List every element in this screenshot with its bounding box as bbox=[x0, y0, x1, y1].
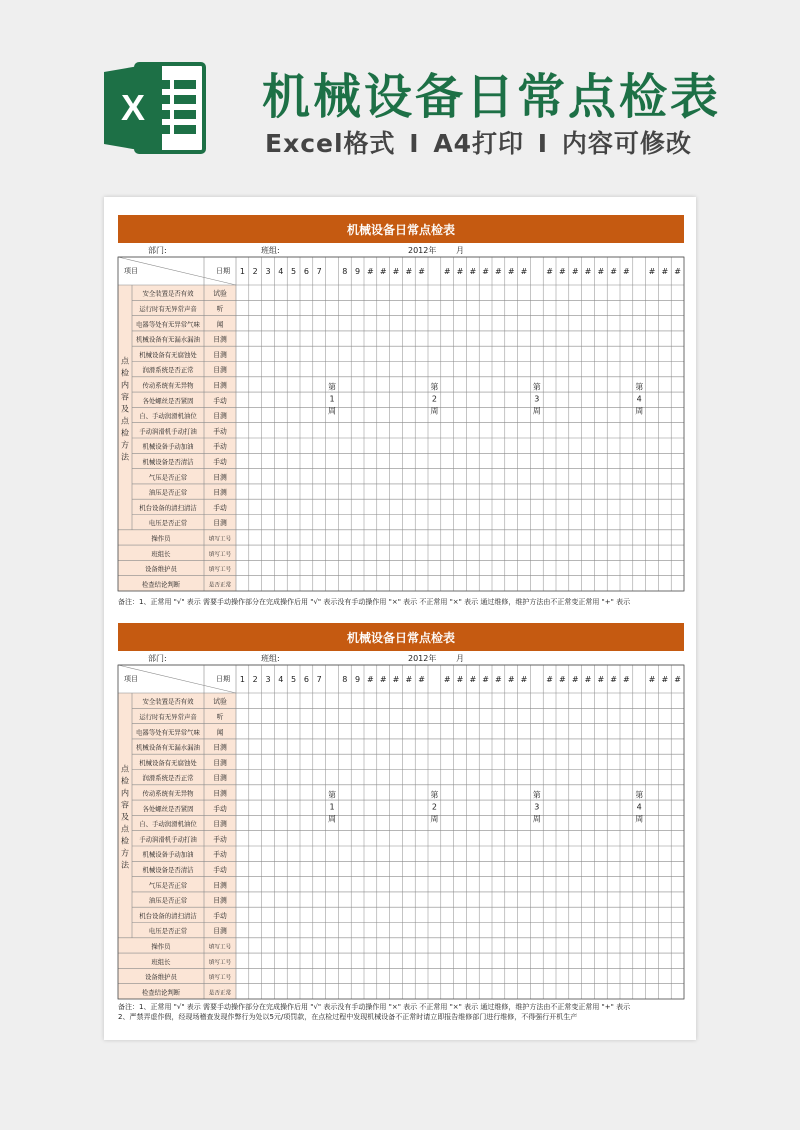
section-label-char: 方 bbox=[121, 440, 129, 450]
day-col-label: # bbox=[623, 267, 630, 276]
check-item-name: 机械设备是否清洁 bbox=[142, 457, 194, 466]
week-label-char: 周 bbox=[635, 814, 644, 824]
day-col-label: # bbox=[367, 675, 374, 684]
day-col-label: # bbox=[584, 267, 592, 276]
week-label-char: 2 bbox=[431, 802, 437, 812]
section-label-char: 检 bbox=[121, 776, 129, 786]
check-method: 填写工号 bbox=[208, 975, 232, 982]
check-method: 是否正常 bbox=[208, 582, 232, 589]
section-label-char: 容 bbox=[121, 392, 129, 402]
note-line-1: 备注：1、正常用 "√" 表示 需要手动操作部分在完成操作后用 "√" 表示没有手动操作用 "×" 表示 不正常用 "×" 表示 通过维修，维护方法由不正常变正常用 "+" 表示 bbox=[118, 1003, 631, 1011]
day-col-label: 8 bbox=[342, 267, 348, 276]
inspection-form-1 bbox=[104, 197, 696, 609]
check-method: 目测 bbox=[213, 366, 227, 375]
day-col-label: 9 bbox=[355, 267, 361, 276]
check-item-name: 安全装置是否有效 bbox=[142, 697, 194, 706]
day-col-label: 3 bbox=[265, 675, 271, 684]
check-item-name: 油压是否正常 bbox=[148, 488, 188, 497]
subtitle-editable: 内容可修改 bbox=[561, 129, 692, 158]
day-col-label: # bbox=[661, 267, 669, 276]
check-method: 目测 bbox=[213, 488, 227, 497]
day-col-label: 6 bbox=[303, 675, 309, 684]
check-item-name: 手动润滑机手动打油 bbox=[139, 427, 197, 436]
check-method: 听 bbox=[216, 712, 224, 721]
week-label-char: 第 bbox=[635, 790, 644, 800]
subtitle-format: Excel格式 bbox=[265, 129, 396, 158]
check-method: 手动 bbox=[213, 427, 227, 436]
sign-row-name: 操作员 bbox=[151, 942, 171, 951]
day-col-label: 7 bbox=[316, 267, 322, 276]
day-col-label: # bbox=[495, 267, 502, 276]
section-label-char: 及 bbox=[121, 812, 129, 822]
day-col-label: # bbox=[405, 267, 413, 276]
day-col-label: 5 bbox=[291, 675, 297, 684]
day-col-label: 7 bbox=[316, 675, 322, 684]
subtitle-print: A4打印 bbox=[433, 129, 525, 158]
day-col-label: # bbox=[482, 267, 489, 276]
day-col-label: # bbox=[584, 675, 592, 684]
week-label-char: 周 bbox=[328, 406, 336, 416]
day-col-label: 4 bbox=[278, 675, 284, 684]
day-col-label: # bbox=[418, 675, 425, 684]
day-col-label: 6 bbox=[303, 267, 309, 276]
section-label-char: 点 bbox=[121, 764, 129, 774]
day-col-label: # bbox=[674, 675, 681, 684]
check-item-name: 自、手动润滑机油位 bbox=[139, 412, 197, 421]
day-col-label: # bbox=[456, 675, 464, 684]
day-col-label: # bbox=[379, 675, 387, 684]
subtitle-sep-1: I bbox=[409, 129, 420, 158]
check-item-name: 气压是否正常 bbox=[148, 881, 188, 890]
check-method: 目测 bbox=[213, 758, 227, 767]
dept-label: 部门: bbox=[148, 654, 167, 663]
sign-row-name: 检查结论判断 bbox=[141, 580, 181, 589]
check-item-name: 运行时有无异常声音 bbox=[139, 712, 197, 721]
check-method: 试验 bbox=[213, 697, 227, 706]
check-item-name: 气压是否正常 bbox=[148, 473, 188, 482]
day-col-label: # bbox=[674, 267, 681, 276]
check-method: 目测 bbox=[213, 335, 227, 344]
check-method: 填写工号 bbox=[208, 567, 232, 574]
check-item-name: 机械设备手动加油 bbox=[142, 442, 194, 451]
check-item-name: 运行时有无异常声音 bbox=[139, 304, 197, 313]
sign-row-name: 设备维护员 bbox=[145, 973, 177, 982]
week-label-char: 1 bbox=[329, 802, 335, 812]
day-col-label: # bbox=[443, 675, 451, 684]
check-item-name: 机械设备是否清洁 bbox=[142, 865, 194, 874]
day-col-label: # bbox=[546, 267, 553, 276]
day-col-label: # bbox=[597, 267, 605, 276]
day-col-label: # bbox=[648, 675, 656, 684]
section-label-char: 点 bbox=[121, 824, 129, 834]
check-item-name: 机械设备手动加油 bbox=[142, 850, 194, 859]
day-col-label: # bbox=[623, 675, 630, 684]
section-label-char: 方 bbox=[121, 848, 129, 858]
day-col-label: # bbox=[520, 675, 528, 684]
day-col-label: 3 bbox=[265, 267, 271, 276]
note-line-1: 备注：1、正常用 "√" 表示 需要手动操作部分在完成操作后用 "√" 表示没有手动操作用 "×" 表示 不正常用 "×" 表示 通过维修，维护方法由不正常变正常用 "+" 表示 bbox=[118, 598, 631, 606]
week-label-char: 周 bbox=[328, 814, 336, 824]
section-label-char: 检 bbox=[121, 428, 129, 438]
check-method: 手动 bbox=[213, 835, 227, 844]
day-col-label: # bbox=[469, 675, 477, 684]
day-col-label: # bbox=[559, 267, 566, 276]
week-label-char: 第 bbox=[430, 790, 439, 800]
check-item-name: 机械设备有无漏水漏油 bbox=[136, 743, 200, 752]
check-method: 手动 bbox=[213, 396, 227, 405]
section-label-char: 及 bbox=[121, 404, 129, 414]
check-method: 是否正常 bbox=[208, 990, 232, 997]
check-method: 目测 bbox=[213, 519, 227, 528]
day-col-label: 1 bbox=[239, 675, 245, 684]
day-col-label: # bbox=[661, 675, 669, 684]
form-2-notes bbox=[118, 1002, 688, 1022]
check-item-name: 机械设备有无腐蚀处 bbox=[139, 350, 197, 359]
check-method: 闻 bbox=[216, 320, 224, 329]
week-label-char: 第 bbox=[532, 790, 541, 800]
check-method: 手动 bbox=[213, 442, 227, 451]
excel-logo-icon bbox=[100, 58, 208, 158]
section-label-char: 点 bbox=[121, 416, 129, 426]
section-label-char: 检 bbox=[121, 368, 129, 378]
form-title: 机械设备日常点检表 bbox=[346, 631, 456, 645]
week-label-char: 3 bbox=[534, 394, 540, 404]
check-item-name: 电器等处有无异常气味 bbox=[136, 728, 200, 737]
day-col-label: 5 bbox=[291, 267, 297, 276]
week-label-char: 第 bbox=[328, 382, 336, 392]
check-item-name: 机台设备的清扫清洁 bbox=[139, 503, 197, 512]
check-method: 手动 bbox=[213, 457, 227, 466]
check-method: 手动 bbox=[213, 503, 227, 512]
check-method: 目测 bbox=[213, 381, 227, 390]
week-label-char: 第 bbox=[430, 382, 439, 392]
check-method: 手动 bbox=[213, 865, 227, 874]
check-item-name: 润滑系统是否正常 bbox=[142, 366, 194, 375]
day-col-label: # bbox=[559, 675, 566, 684]
day-col-label: # bbox=[610, 267, 617, 276]
day-col-label: # bbox=[495, 675, 502, 684]
day-col-label: # bbox=[571, 267, 579, 276]
week-label-char: 1 bbox=[329, 394, 335, 404]
section-label-char: 法 bbox=[121, 452, 129, 462]
check-method: 手动 bbox=[213, 911, 227, 920]
logo-letter: X bbox=[120, 87, 146, 128]
check-method: 手动 bbox=[213, 804, 227, 813]
check-method: 闻 bbox=[216, 728, 224, 737]
week-label-char: 第 bbox=[328, 790, 336, 800]
sign-row-name: 操作员 bbox=[151, 534, 171, 543]
day-col-label: # bbox=[597, 675, 605, 684]
subtitle-sep-2: I bbox=[537, 129, 549, 158]
sign-row-name: 设备维护员 bbox=[145, 565, 177, 574]
section-label-char: 检 bbox=[121, 836, 129, 846]
document-paper bbox=[104, 197, 696, 1040]
day-col-label: # bbox=[456, 267, 464, 276]
day-col-label: 2 bbox=[252, 267, 258, 276]
group-label: 班组: bbox=[261, 654, 280, 663]
day-col-label: # bbox=[571, 675, 579, 684]
check-method: 填写工号 bbox=[208, 944, 232, 951]
check-method: 目测 bbox=[213, 743, 227, 752]
week-label-char: 第 bbox=[635, 382, 644, 392]
check-item-name: 各处螺丝是否紧固 bbox=[142, 396, 194, 405]
sign-row-name: 班组长 bbox=[151, 957, 171, 966]
page-title: 机械设备日常点检表 bbox=[262, 69, 722, 125]
day-col-label: # bbox=[482, 675, 489, 684]
year-label: 2012年 bbox=[408, 654, 437, 663]
day-col-label: # bbox=[405, 675, 413, 684]
section-label-char: 法 bbox=[121, 860, 129, 870]
item-header: 项目 bbox=[124, 675, 138, 683]
day-col-label: # bbox=[520, 267, 528, 276]
day-col-label: # bbox=[418, 267, 425, 276]
sign-row-name: 班组长 bbox=[151, 549, 171, 558]
banner bbox=[0, 0, 800, 195]
section-label-char: 内 bbox=[121, 788, 129, 798]
check-item-name: 机台设备的清扫清洁 bbox=[139, 911, 197, 920]
check-method: 目测 bbox=[213, 820, 227, 829]
check-item-name: 机械设备有无腐蚀处 bbox=[139, 758, 197, 767]
check-method: 填写工号 bbox=[208, 536, 232, 543]
item-header: 项目 bbox=[124, 267, 138, 275]
week-label-char: 2 bbox=[431, 394, 437, 404]
day-col-label: # bbox=[648, 267, 656, 276]
day-col-label: # bbox=[367, 267, 374, 276]
check-method: 填写工号 bbox=[208, 551, 232, 558]
day-col-label: # bbox=[546, 675, 553, 684]
check-item-name: 自、手动润滑机油位 bbox=[139, 820, 197, 829]
check-method: 手动 bbox=[213, 850, 227, 859]
day-col-label: # bbox=[507, 267, 515, 276]
day-col-label: 8 bbox=[342, 675, 348, 684]
day-col-label: # bbox=[507, 675, 515, 684]
week-label-char: 第 bbox=[532, 382, 541, 392]
date-header: 日期 bbox=[216, 675, 230, 683]
week-label-char: 周 bbox=[635, 406, 644, 416]
dept-label: 部门: bbox=[148, 246, 167, 255]
section-label-char: 内 bbox=[121, 380, 129, 390]
check-method: 听 bbox=[216, 304, 224, 313]
check-method: 试验 bbox=[213, 289, 227, 298]
check-item-name: 油压是否正常 bbox=[148, 896, 188, 905]
week-label-char: 周 bbox=[532, 814, 541, 824]
check-item-name: 各处螺丝是否紧固 bbox=[142, 804, 194, 813]
check-method: 目测 bbox=[213, 881, 227, 890]
check-item-name: 传动系统有无异物 bbox=[142, 381, 194, 390]
form-title: 机械设备日常点检表 bbox=[346, 223, 456, 237]
check-method: 目测 bbox=[213, 789, 227, 798]
day-col-label: # bbox=[610, 675, 617, 684]
month-label: 月 bbox=[456, 246, 464, 255]
day-col-label: # bbox=[392, 675, 400, 684]
check-item-name: 安全装置是否有效 bbox=[142, 289, 194, 298]
check-item-name: 传动系统有无异物 bbox=[142, 789, 194, 798]
section-label-char: 容 bbox=[121, 800, 129, 810]
sign-row-name: 检查结论判断 bbox=[141, 988, 181, 997]
check-method: 目测 bbox=[213, 412, 227, 421]
week-label-char: 4 bbox=[636, 802, 642, 812]
check-method: 目测 bbox=[213, 927, 227, 936]
week-label-char: 3 bbox=[534, 802, 540, 812]
week-label-char: 周 bbox=[430, 814, 439, 824]
week-label-char: 4 bbox=[636, 394, 642, 404]
check-item-name: 电器等处有无异常气味 bbox=[136, 320, 200, 329]
check-item-name: 机械设备有无漏水漏油 bbox=[136, 335, 200, 344]
day-col-label: # bbox=[392, 267, 400, 276]
week-label-char: 周 bbox=[430, 406, 439, 416]
check-item-name: 电压是否正常 bbox=[148, 927, 188, 936]
day-col-label: 2 bbox=[252, 675, 258, 684]
section-label-char: 点 bbox=[121, 356, 129, 366]
inspection-form-2 bbox=[104, 605, 696, 1017]
day-col-label: # bbox=[469, 267, 477, 276]
check-method: 填写工号 bbox=[208, 959, 232, 966]
date-header: 日期 bbox=[216, 267, 230, 275]
day-col-label: 9 bbox=[355, 675, 361, 684]
check-item-name: 润滑系统是否正常 bbox=[142, 774, 194, 783]
week-label-char: 周 bbox=[532, 406, 541, 416]
year-label: 2012年 bbox=[408, 246, 437, 255]
check-method: 目测 bbox=[213, 350, 227, 359]
day-col-label: # bbox=[379, 267, 387, 276]
month-label: 月 bbox=[456, 654, 464, 663]
page-subtitle bbox=[265, 124, 696, 160]
note-line-2: 2、严禁弄虚作假，经现场稽查发现作弊行为处以5元/项罚款，在点检过程中发现机械设备不正常时请立即报告维修部门进行维修，不得强行开机生产 bbox=[118, 1013, 578, 1021]
check-method: 目测 bbox=[213, 896, 227, 905]
day-col-label: # bbox=[443, 267, 451, 276]
group-label: 班组: bbox=[261, 246, 280, 255]
day-col-label: 1 bbox=[239, 267, 245, 276]
check-item-name: 手动润滑机手动打油 bbox=[139, 835, 197, 844]
check-method: 目测 bbox=[213, 774, 227, 783]
check-item-name: 电压是否正常 bbox=[148, 519, 188, 528]
day-col-label: 4 bbox=[278, 267, 284, 276]
check-method: 目测 bbox=[213, 473, 227, 482]
